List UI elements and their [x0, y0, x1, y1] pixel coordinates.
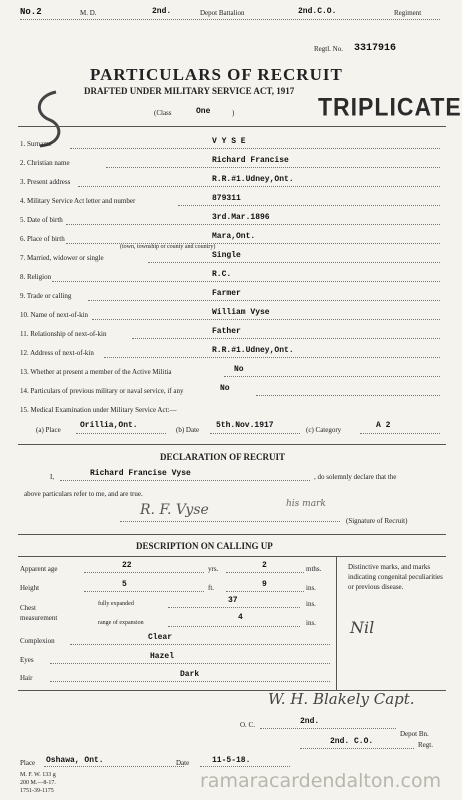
regtl-no-value: 3317916: [354, 43, 397, 54]
class-close: ): [232, 109, 235, 117]
distinctive-marks-value: Nil: [350, 618, 375, 637]
field-value-9: Farmer: [212, 289, 241, 298]
medical-date-value: 5th.Nov.1917: [216, 421, 274, 430]
declaration-i: I,: [50, 473, 55, 481]
field-label-14: 14. Particulars of previous military or naval service, if any: [20, 387, 184, 395]
form-code-2: 200 M.—8-17.: [20, 780, 56, 786]
fully-expanded-value: 37: [228, 596, 238, 605]
range-value: 4: [238, 613, 243, 622]
years-label: yrs.: [208, 565, 219, 573]
field-value-5: 3rd.Mar.1896: [212, 213, 270, 222]
field-label-7: 7. Married, widower or single: [20, 254, 104, 262]
age-label: Apparent age: [20, 565, 58, 573]
field-value-8: R.C.: [212, 270, 232, 279]
field-label-11: 11. Relationship of next-of-kin: [20, 330, 107, 338]
form-subtitle: DRAFTED UNDER MILITARY SERVICE ACT, 1917: [84, 86, 295, 96]
field-label-15: 15. Medical Examination under Military Service Act:—: [20, 406, 177, 414]
medical-category-value: A 2: [376, 421, 391, 430]
depot-bn-label: Depot Bn.: [400, 730, 429, 738]
class-value: One: [196, 107, 211, 116]
months-label: mths.: [306, 565, 322, 573]
form-title: PARTICULARS OF RECRUIT: [90, 65, 343, 84]
regiment-value: 2nd.C.O.: [298, 7, 337, 16]
field-value-3: R.R.#1.Udney,Ont.: [212, 175, 294, 184]
field-label-13: 13. Whether at present a member of the Active Militia: [20, 368, 172, 376]
field-value-1: V Y S E: [212, 137, 246, 146]
declaration-name: Richard Francise Vyse: [90, 469, 191, 478]
oc-label: O. C.: [240, 721, 255, 729]
declaration-text-1: , do solemnly declare that the: [314, 473, 397, 481]
complexion-value: Clear: [148, 633, 173, 642]
no-value: No.2: [20, 7, 42, 17]
medical-date-label: (b) Date: [176, 426, 200, 434]
watermark: ramaracardendalton.com: [200, 770, 442, 792]
oc-value: 2nd.: [300, 717, 320, 726]
height-feet: 5: [122, 580, 127, 589]
inches-label: ins.: [306, 584, 316, 592]
date-value: 11-5-18.: [212, 756, 251, 765]
field-label-1: 1. Surname: [20, 140, 52, 148]
field-value-7: Single: [212, 251, 241, 260]
regt-label: Regt.: [418, 741, 433, 749]
field-label-4: 4. Military Service Act letter and number: [20, 197, 136, 205]
field-label-2: 2. Christian name: [20, 159, 70, 167]
place-value: Oshawa, Ont.: [46, 756, 104, 765]
field-label-9: 9. Trade or calling: [20, 292, 72, 300]
description-heading: DESCRIPTION ON CALLING UP: [136, 541, 273, 551]
height-inches: 9: [262, 580, 267, 589]
range-inches-label: ins.: [306, 619, 316, 627]
field-value-12: R.R.#1.Udney,Ont.: [212, 346, 294, 355]
fully-expanded-label: fully expanded: [98, 601, 134, 607]
field-label-8: 8. Religion: [20, 273, 52, 281]
battalion-value: 2nd.: [152, 7, 172, 16]
feet-label: ft.: [208, 584, 215, 592]
field-note-6: (town, township or county and country): [120, 244, 216, 250]
form-code-1: M. F. W. 133 g: [20, 772, 56, 778]
height-label: Height: [20, 584, 40, 592]
complexion-label: Complexion: [20, 637, 55, 645]
footer-regiment-value: 2nd. C.O.: [330, 737, 374, 746]
field-value-13: No: [234, 365, 244, 374]
declaration-heading: DECLARATION OF RECRUIT: [160, 452, 286, 462]
chest-label: Chest measurement: [20, 604, 58, 622]
signature-label: (Signature of Recruit): [346, 517, 408, 525]
triplicate-stamp: TRIPLICATE: [318, 92, 462, 122]
depot-battalion-label: Depot Battalion: [200, 9, 245, 17]
field-label-3: 3. Present address: [20, 178, 71, 186]
place-label: Place: [20, 759, 36, 767]
regtl-no-label: Regtl. No.: [314, 45, 343, 53]
regiment-label: Regiment: [394, 9, 422, 17]
hair-label: Hair: [20, 674, 33, 682]
medical-place-value: Orillia,Ont.: [80, 421, 138, 430]
distinctive-marks-note: Distinctive marks, and marks indicating congenital peculiarities or previous disease.: [348, 563, 443, 591]
medical-place-label: (a) Place: [36, 426, 61, 434]
class-label: (Class: [154, 109, 172, 117]
age-months: 2: [262, 561, 267, 570]
declaration-text-2: above particulars refer to me, and are true.: [24, 490, 143, 498]
field-value-2: Richard Francise: [212, 156, 289, 165]
field-value-10: William Vyse: [212, 308, 270, 317]
age-years: 22: [122, 561, 132, 570]
eyes-label: Eyes: [20, 656, 34, 664]
form-code-3: 1751-39-1175: [20, 788, 54, 794]
field-value-11: Father: [212, 327, 241, 336]
md-label: M. D.: [80, 9, 97, 17]
field-value-4: 879311: [212, 194, 241, 203]
field-label-6: 6. Place of birth: [20, 235, 65, 243]
officer-signature: W. H. Blakely Capt.: [268, 690, 415, 708]
witness-mark: his mark: [286, 499, 326, 509]
field-label-5: 5. Date of birth: [20, 216, 63, 224]
eyes-value: Hazel: [150, 652, 175, 661]
field-value-14: No: [220, 384, 230, 393]
range-label: range of expansion: [98, 620, 144, 626]
date-label: Date: [176, 759, 190, 767]
field-label-10: 10. Name of next-of-kin: [20, 311, 89, 319]
recruit-signature: R. F. Vyse: [140, 502, 209, 518]
field-value-6: Mara,Ont.: [212, 232, 256, 241]
medical-category-label: (c) Category: [306, 426, 342, 434]
fully-inches-label: ins.: [306, 600, 316, 608]
hair-value: Dark: [180, 670, 200, 679]
field-label-12: 12. Address of next-of-kin: [20, 349, 94, 357]
